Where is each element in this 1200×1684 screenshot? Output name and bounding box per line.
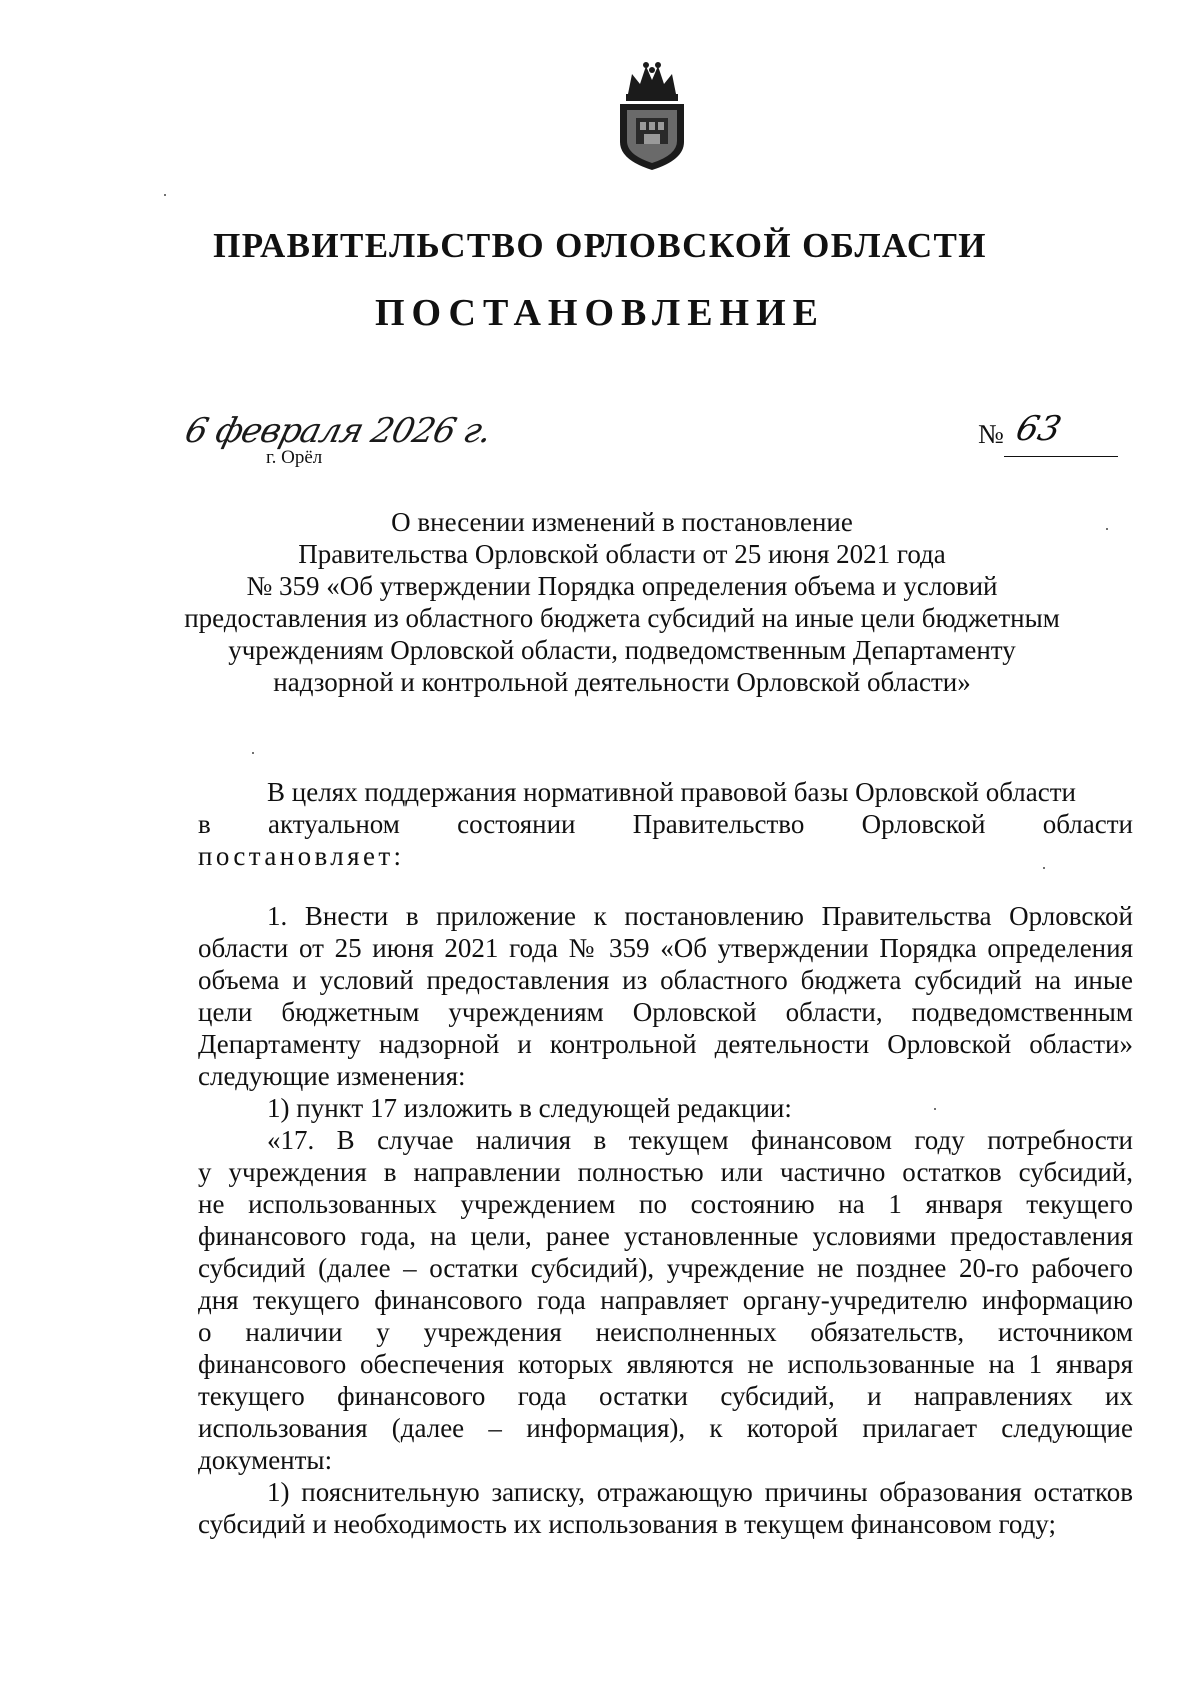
scan-speck [934, 1108, 936, 1110]
preamble-word: области [1042, 809, 1133, 839]
document-title [180, 506, 1064, 698]
paragraph-line: не использованных учреждением по состоянию на 1 января текущего [198, 1189, 1133, 1219]
organization-name: ПРАВИТЕЛЬСТВО ОРЛОВСКОЙ ОБЛАСТИ [213, 226, 987, 265]
preamble [198, 776, 1133, 872]
paragraph-line: финансового обеспечения которых являются не использованные на 1 января [198, 1349, 1133, 1379]
preamble-word: в [198, 809, 211, 839]
paragraph-1 [198, 900, 1133, 1540]
scan-speck [1106, 528, 1108, 530]
preamble-word: актуальном [268, 809, 400, 839]
preamble-word: Орловской [861, 809, 986, 839]
title-line: О внесении изменений в постановление [391, 507, 853, 537]
paragraph-line: использования (далее – информация), к которой прилагает следующие [198, 1413, 1133, 1443]
paragraph-line: объема и условий предоставления из областного бюджета субсидий на иные [198, 965, 1133, 995]
paragraph-line: «17. В случае наличия в текущем финансовом году потребности [267, 1125, 1133, 1155]
paragraph-line: области от 25 июня 2021 года № 359 «Об утверждении Порядка определения [198, 933, 1133, 963]
paragraph-line: субсидий (далее – остатки субсидий), учреждение не позднее 20-го рабочего [198, 1253, 1133, 1283]
number-label: № [978, 419, 1004, 449]
paragraph-line: 1) пояснительную записку, отражающую причины образования остатков [267, 1477, 1133, 1507]
scan-speck [164, 194, 166, 196]
paragraph-line: дня текущего финансового года направляет органу-учредителю информацию [198, 1285, 1133, 1315]
paragraph-line: о наличии у учреждения неисполненных обязательств, источником [198, 1317, 1133, 1347]
paragraph-line: 1. Внести в приложение к постановлению Правительства Орловской [267, 901, 1133, 931]
orel-region-coat-of-arms-icon [614, 60, 690, 172]
paragraph-line: следующие изменения: [198, 1061, 466, 1091]
preamble-line [198, 808, 1133, 840]
title-line: предоставления из областного бюджета субсидий на иные цели бюджетным [184, 603, 1060, 633]
handwritten-number: 63 [1012, 409, 1066, 449]
preamble-line: постановляет: [198, 841, 405, 871]
number-underline [1004, 456, 1118, 457]
handwritten-date: 6 февраля 2026 г. [181, 411, 496, 451]
scan-speck [252, 752, 254, 754]
title-line: надзорной и контрольной деятельности Орловской области» [273, 667, 971, 697]
paragraph-line: субсидий и необходимость их использования в текущем финансовом году; [198, 1509, 1056, 1539]
title-line: Правительства Орловской области от 25 июня 2021 года [298, 539, 946, 569]
title-line: учреждениям Орловской области, подведомственным Департаменту [228, 635, 1016, 665]
preamble-word: Правительство [632, 809, 805, 839]
paragraph-line: текущего финансового года остатки субсидий, и направлениях их [198, 1381, 1133, 1411]
preamble-word: состоянии [457, 809, 576, 839]
paragraph-line: документы: [198, 1445, 333, 1475]
title-line: № 359 «Об утверждении Порядка определения объема и условий [246, 571, 998, 601]
document-type: ПОСТАНОВЛЕНИЕ [374, 292, 826, 334]
paragraph-line: финансового года, на цели, ранее установленные условиями предоставления [198, 1221, 1133, 1251]
paragraph-line: Департаменту надзорной и контрольной деятельности Орловской области» [198, 1029, 1133, 1059]
paragraph-line: у учреждения в направлении полностью или частично остатков субсидий, [198, 1157, 1133, 1187]
scan-speck [1043, 867, 1045, 869]
city-label: г. Орёл [266, 447, 323, 468]
preamble-line: В целях поддержания нормативной правовой базы Орловской области [267, 777, 1076, 807]
list-item: 1) пункт 17 изложить в следующей редакции: [267, 1093, 792, 1123]
paragraph-line: цели бюджетным учреждениям Орловской области, подведомственным [198, 997, 1133, 1027]
